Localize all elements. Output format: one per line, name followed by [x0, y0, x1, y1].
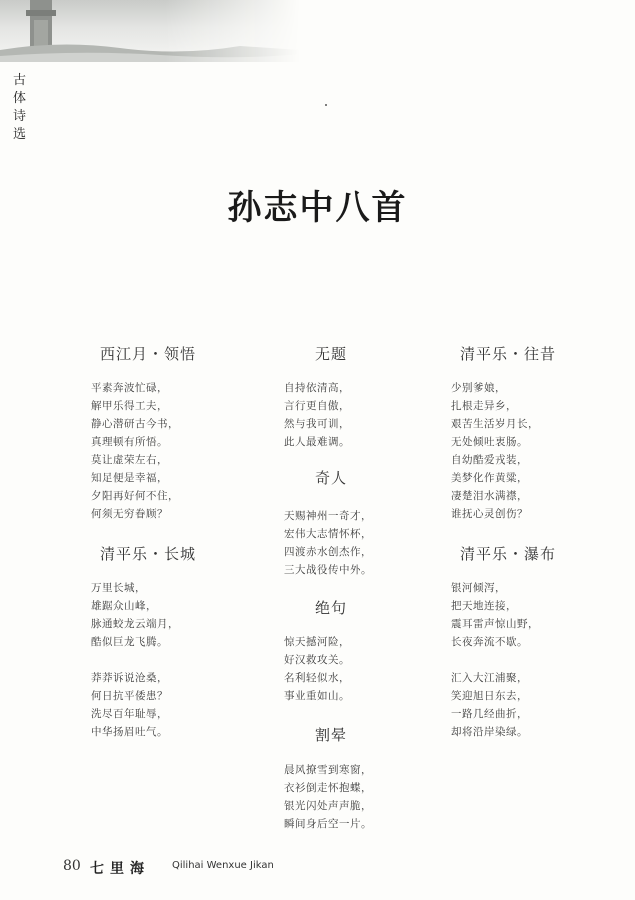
poem-line: 震耳雷声惊山野，	[451, 618, 539, 630]
poem-line: 酷似巨龙飞腾。	[91, 636, 168, 648]
page-number: 80	[63, 858, 81, 874]
poem-line: 夕阳再好何不住，	[91, 490, 179, 502]
poem-line: 银河倾泻，	[451, 582, 506, 594]
poem-line: 长夜奔流不歇。	[451, 636, 528, 648]
poem-line: 瞬间身后空一片。	[284, 818, 372, 830]
poem-line: 自幼酷爱戎装，	[451, 454, 528, 466]
poem-line: 把天地连接，	[451, 600, 517, 612]
poem-line: 雄踞众山峰，	[91, 600, 157, 612]
poem-line: 汇入大江浦聚，	[451, 672, 528, 684]
poem-line: 知足便是幸福，	[91, 472, 168, 484]
poem-line: 言行更自傲，	[284, 400, 350, 412]
poem-line: 脉通蛟龙云端月，	[91, 618, 179, 630]
poem-line: 艰苦生活岁月长，	[451, 418, 539, 430]
poem-line: 平素奔波忙碌，	[91, 382, 168, 394]
poem-line: 惊天撼河险，	[284, 636, 350, 648]
poem-line: 美梦化作黄粱，	[451, 472, 528, 484]
magazine-name-en: Qilihai Wenxue Jikan	[172, 860, 274, 871]
section-label: 古体诗选	[13, 73, 27, 142]
poem-line: 此人最难调。	[284, 436, 350, 448]
poem-title: 清平乐・长城	[100, 545, 197, 563]
poem-title: 割晕	[315, 726, 348, 744]
poem-line: 莫让虚荣左右，	[91, 454, 168, 466]
poem-line: 少别爹娘，	[451, 382, 506, 394]
poem-line: 真理顿有所悟。	[91, 436, 168, 448]
poem-line: 晨风撩雪到寒窗，	[284, 764, 372, 776]
poem-line: 凄楚泪水满襟，	[451, 490, 528, 502]
poem-title: 无题	[315, 345, 348, 363]
magazine-name: 七里海	[90, 861, 150, 877]
poem-line: 万里长城，	[91, 582, 146, 594]
poem-line: 名利轻似水，	[284, 672, 350, 684]
poem-line: 事业重如山。	[284, 690, 350, 702]
poem-line: 然与我可训，	[284, 418, 350, 430]
poem-line: 莽莽诉说沧桑，	[91, 672, 168, 684]
poem-line: 自持依清高，	[284, 382, 350, 394]
poem-line: 无处倾吐衷肠。	[451, 436, 528, 448]
poem-line: 静心潜研古今书，	[91, 418, 179, 430]
poem-line: 何须无穷眷顾？	[91, 508, 168, 520]
poem-title: 西江月・领悟	[100, 345, 197, 363]
header-scenic-image	[0, 0, 300, 62]
poem-line: 银光闪处声声脆，	[284, 800, 372, 812]
poem-line: 中华扬眉吐气。	[91, 726, 168, 738]
poem-title: 绝句	[315, 599, 348, 617]
decorative-dot	[325, 104, 327, 106]
poem-line: 宏伟大志情怀杯，	[284, 528, 372, 540]
poem-line: 好汉救攻关。	[284, 654, 350, 666]
poem-line: 却将沿岸染绿。	[451, 726, 528, 738]
poem-line: 洗尽百年耻辱，	[91, 708, 168, 720]
poem-line: 一路几经曲折，	[451, 708, 528, 720]
page-title: 孙志中八首	[227, 188, 408, 228]
poem-line: 谁抚心灵创伤？	[451, 508, 528, 520]
poem-line: 天赐神州一奇才，	[284, 510, 372, 522]
poem-title: 奇人	[315, 469, 348, 487]
poem-line: 四渡赤水创杰作，	[284, 546, 372, 558]
poem-line: 三大战役传中外。	[284, 564, 372, 576]
poem-title: 清平乐・瀑布	[460, 545, 557, 563]
poem-line: 何日抗平倭患？	[91, 690, 168, 702]
poem-title: 清平乐・往昔	[460, 345, 557, 363]
poem-line: 衣衫倒走怀抱蝶，	[284, 782, 372, 794]
poem-line: 解甲乐得工夫，	[91, 400, 168, 412]
poem-line: 扎根走异乡，	[451, 400, 517, 412]
poem-line: 笑迎旭日东去，	[451, 690, 528, 702]
